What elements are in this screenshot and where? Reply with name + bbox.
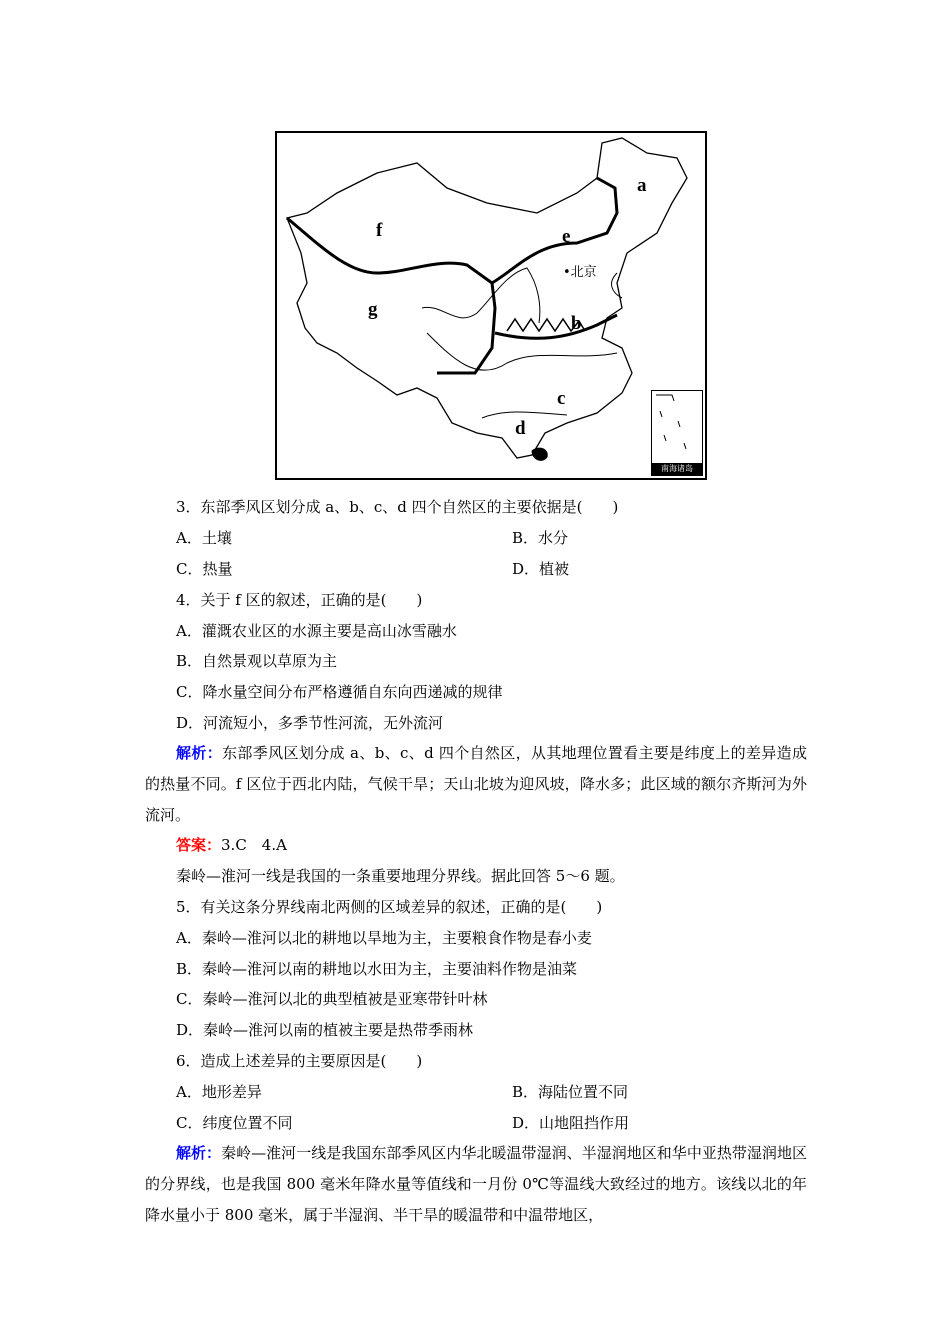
question-6-option-b: B．海陆位置不同 bbox=[512, 1083, 629, 1101]
question-5-option-d: D．秦岭—淮河以南的植被主要是热带季雨林 bbox=[176, 1021, 474, 1039]
hainan-island bbox=[532, 448, 547, 460]
analysis-2 bbox=[145, 1138, 807, 1231]
region-label-c: c bbox=[557, 388, 566, 409]
region-label-b: b bbox=[571, 313, 582, 334]
question-3-stem: 3．东部季风区划分成 a、b、c、d 四个自然区的主要依据是( ) bbox=[176, 498, 619, 516]
intro-text: 秦岭—淮河一线是我国的一条重要地理分界线。据此回答 5～6 题。 bbox=[176, 867, 625, 885]
question-4-option-a: A．灌溉农业区的水源主要是高山冰雪融水 bbox=[176, 622, 457, 640]
question-5-option-c: C．秦岭—淮河以北的典型植被是亚寒带针叶林 bbox=[176, 990, 488, 1008]
region-label-e: e bbox=[562, 226, 571, 247]
analysis-2-tag: 解析： bbox=[176, 1144, 222, 1162]
analysis-1 bbox=[145, 738, 807, 831]
question-4-stem: 4．关于 f 区的叙述，正确的是( ) bbox=[176, 591, 423, 609]
analysis-1-tag: 解析： bbox=[176, 744, 223, 762]
region-label-d: d bbox=[515, 418, 526, 439]
question-6-stem: 6．造成上述差异的主要原因是( ) bbox=[176, 1052, 423, 1070]
region-label-g: g bbox=[368, 299, 378, 320]
analysis-1-text: 东部季风区划分成 a、b、c、d 四个自然区，从其地理位置看主要是纬度上的差异造成的热量不同。f 区位于西北内陆，气候干旱；天山北坡为迎风坡，降水多；此区域的额尔齐斯河为外流河。 bbox=[145, 744, 807, 824]
question-4-option-b: B．自然景观以草原为主 bbox=[176, 652, 338, 670]
question-3-option-a: A．土壤 bbox=[176, 529, 232, 547]
beijing-name: 北京 bbox=[570, 265, 597, 280]
question-3-option-b: B．水分 bbox=[512, 529, 569, 547]
question-5-option-a: A．秦岭—淮河以北的耕地以旱地为主，主要粮食作物是春小麦 bbox=[176, 929, 592, 947]
answer-1-tag: 答案： bbox=[176, 836, 222, 854]
boundary-qinling bbox=[495, 315, 617, 338]
question-6-option-c: C．纬度位置不同 bbox=[176, 1114, 293, 1132]
beijing-label: •北京 bbox=[563, 265, 597, 280]
south-china-sea-inset bbox=[651, 390, 703, 476]
question-3-option-d: D．植被 bbox=[512, 560, 570, 578]
question-6-option-a: A．地形差异 bbox=[176, 1083, 262, 1101]
china-regions-map bbox=[275, 131, 707, 480]
question-4-option-c: C．降水量空间分布严格遵循自东向西递减的规律 bbox=[176, 683, 503, 701]
region-label-a: a bbox=[637, 175, 647, 196]
answer-1-text: 3.C 4.A bbox=[221, 836, 287, 854]
question-6-option-d: D．山地阻挡作用 bbox=[512, 1114, 630, 1132]
boundary-northeast bbox=[492, 178, 617, 283]
question-5-stem: 5．有关这条分界线南北两侧的区域差异的叙述，正确的是( ) bbox=[176, 898, 603, 916]
region-label-f: f bbox=[376, 220, 383, 241]
bohai-coast bbox=[612, 273, 622, 298]
answer-1 bbox=[176, 835, 287, 855]
question-3-option-c: C．热量 bbox=[176, 560, 233, 578]
inset-drawing bbox=[652, 391, 702, 463]
question-4-option-d: D．河流短小，多季节性河流，无外流河 bbox=[176, 714, 444, 732]
inset-label: 南海诸岛 bbox=[652, 463, 702, 475]
boundary-northwest bbox=[287, 218, 495, 373]
analysis-2-text: 秦岭—淮河一线是我国东部季风区内华北暖温带湿润、半湿润地区和华中亚热带湿润地区的分界线，也是我国 800 毫米年降水量等值线和一月份 0℃等温线大致经过的地方。该线以北的年降水量小于 800 毫米，属于半湿润、半干旱的暖温带和中温带地区， bbox=[145, 1144, 807, 1224]
question-5-option-b: B．秦岭—淮河以南的耕地以水田为主，主要油料作物是油菜 bbox=[176, 960, 578, 978]
country-outline bbox=[287, 138, 687, 458]
